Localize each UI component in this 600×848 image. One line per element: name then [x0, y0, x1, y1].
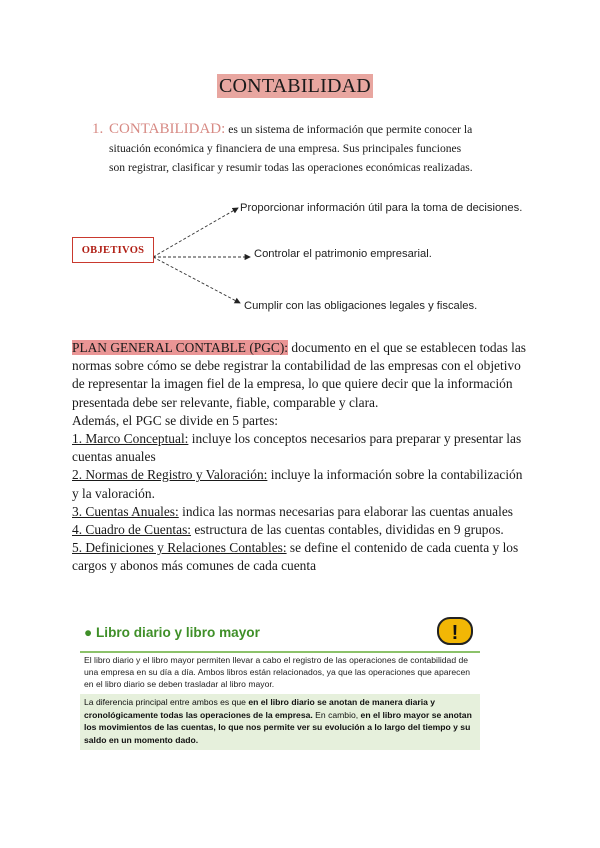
pgc-intro-paragraph	[72, 339, 532, 412]
pgc-section	[72, 339, 532, 576]
infobox-divider	[80, 651, 480, 653]
pgc-part-1-name: 1. Marco Conceptual:	[72, 431, 189, 447]
warning-icon	[437, 616, 473, 646]
infobox-p2-a: La diferencia principal entre ambos es que	[84, 697, 249, 707]
arrow-to-objective-1	[153, 208, 238, 257]
warning-symbol: !	[451, 622, 459, 644]
pgc-intro-text: documento en el que se establecen todas las normas sobre cómo se debe registrar la contabilidad de las empresas con el objetivo de representar la imagen fiel de la empresa, lo que quiere decir que la información presentada debe ser relevante, fiable, comparable y clara.	[72, 340, 527, 410]
infobox-paragraph-2-panel	[80, 694, 480, 750]
pgc-part-2-desc: incluye la información sobre la contabilización y la valoración.	[72, 467, 523, 501]
pgc-part-4-name: 4. Cuadro de Cuentas:	[72, 522, 192, 538]
pgc-part-5	[72, 539, 532, 575]
pgc-heading: PLAN GENERAL CONTABLE (PGC):	[72, 340, 289, 355]
pgc-part-4	[72, 521, 532, 539]
objectives-box: OBJETIVOS	[72, 237, 154, 263]
objective-item-2: Controlar el patrimonio empresarial.	[254, 248, 432, 260]
pgc-part-5-name: 5. Definiciones y Relaciones Contables:	[72, 540, 287, 556]
definition-number: 1.	[92, 121, 104, 137]
pgc-part-2-name: 2. Normas de Registro y Valoración:	[72, 467, 268, 483]
pgc-part-3	[72, 503, 532, 521]
objective-item-3: Cumplir con las obligaciones legales y fiscales.	[244, 300, 478, 312]
libro-diario-infobox	[80, 616, 480, 750]
objectives-diagram	[0, 195, 600, 325]
pgc-part-3-desc: indica las normas necesarias para elaborar las cuentas anuales	[178, 503, 513, 519]
definition-line-1	[92, 120, 532, 139]
definition-block	[92, 120, 532, 177]
definition-line-2: situación económica y financiera de una empresa. Sus principales funciones	[109, 142, 462, 155]
pgc-part-4-desc: estructura de las cuentas contables, divididas en 9 grupos.	[191, 522, 504, 538]
definition-line-3: son registrar, clasificar y resumir todas las operaciones económicas realizadas.	[109, 161, 473, 174]
pgc-part-2	[72, 466, 532, 502]
infobox-paragraph-2	[80, 694, 480, 748]
pgc-parts-intro: Además, el PGC se divide en 5 partes:	[72, 412, 279, 428]
arrow-to-objective-3	[153, 257, 240, 303]
infobox-p2-d: en el libro mayor se anotan los movimientos de las cuentas, lo que nos permite ver su evolución a lo largo del tiempo y su saldo en un momento dado.	[84, 709, 472, 745]
infobox-p2-c: En cambio,	[312, 709, 361, 720]
pgc-part-3-name: 3. Cuentas Anuales:	[72, 503, 179, 519]
pgc-part-5-desc: se define el contenido de cada cuenta y los cargos y abonos más comunes de cada cuenta	[72, 540, 519, 574]
pgc-part-1	[72, 430, 532, 466]
infobox-paragraph-1: El libro diario y el libro mayor permiten llevar a cabo el registro de las operaciones de contabilidad de una empresa en su día a día. Ambos libros están relacionados, ya que las operaciones que aparecen en el libro diario se deben trasladar al libro mayor.	[84, 655, 471, 689]
page-title: CONTABILIDAD	[219, 75, 371, 97]
definition-text-1: es un sistema de información que permite conocer la	[225, 123, 473, 136]
definition-term: CONTABILIDAD:	[109, 121, 226, 137]
pgc-part-1-desc: incluye los conceptos necesarios para preparar y presentar las cuentas anuales	[72, 431, 522, 465]
objective-item-1: Proporcionar información útil para la toma de decisiones.	[240, 202, 523, 214]
infobox-title: ● Libro diario y libro mayor	[84, 625, 260, 640]
infobox-p2-b: en el libro diario se anotan de manera diaria y cronológicamente todas las operaciones de la empresa.	[84, 697, 436, 720]
